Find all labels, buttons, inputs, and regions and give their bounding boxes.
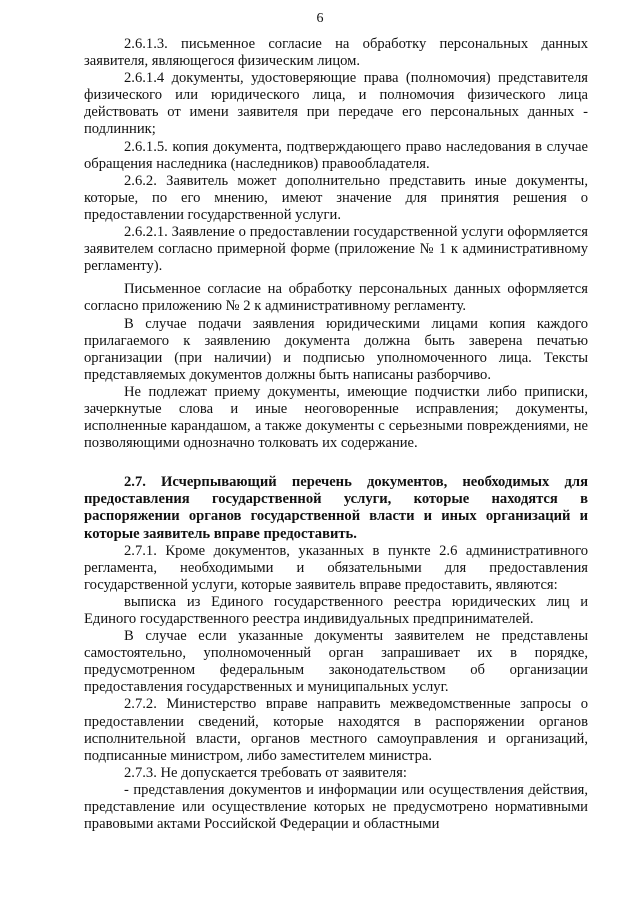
paragraph: 2.6.1.3. письменное согласие на обработку персональных данных заявителя, являющегося физическим лицом. bbox=[84, 36, 588, 70]
paragraph: 2.7.2. Министерство вправе направить межведомственные запросы о предоставлении сведений, которые находятся в распоряжении органов исполнительной власти, органов местного самоуправления и организаций, подписанные министром, либо заместителем министра. bbox=[84, 696, 588, 764]
paragraph: В случае если указанные документы заявителем не представлены самостоятельно, уполномоченный орган запрашивает их в порядке, предусмотренном федеральным законодательством об организации предоставления государственных и муниципальных услуг. bbox=[84, 628, 588, 696]
document-body bbox=[84, 36, 588, 833]
section-heading: 2.7. Исчерпывающий перечень документов, необходимых для предоставления государственной услуги, которые находятся в распоряжении органов государственной власти и иных организаций и которые заявитель вправе предоставить. bbox=[84, 474, 588, 542]
paragraph: Не подлежат приему документы, имеющие подчистки либо приписки, зачеркнутые слова и иные неоговоренные исправления; документы, исполненные карандашом, а также документы с серьезными повреждениями, не позволяющими однозначно толковать их содержание. bbox=[84, 383, 588, 452]
paragraph: 2.6.1.4 документы, удостоверяющие права (полномочия) представителя физического или юридического лица, и полномочия физического лица действовать от имени заявителя при передаче его персональных данных - подлинник; bbox=[84, 70, 588, 138]
paragraph: 2.6.2. Заявитель может дополнительно представить иные документы, которые, по его мнению, имеют значение для принятия решения о предоставлении государственной услуги. bbox=[84, 172, 588, 223]
paragraph: В случае подачи заявления юридическими лицами копия каждого прилагаемого к заявлению документа должна быть заверена печатью организации (при наличии) и подписью уполномоченного лица. Тексты представляемых документов должны быть написаны разборчиво. bbox=[84, 315, 588, 383]
paragraph: 2.6.1.5. копия документа, подтверждающего право наследования в случае обращения наследника (наследников) правообладателя. bbox=[84, 138, 588, 172]
paragraph: 2.7.3. Не допускается требовать от заявителя: bbox=[124, 764, 407, 781]
paragraph: Письменное согласие на обработку персональных данных оформляется согласно приложению № 2 к административному регламенту. bbox=[84, 281, 588, 315]
paragraph: 2.6.2.1. Заявление о предоставлении государственной услуги оформляется заявителем согласно примерной форме (приложение № 1 к административному регламенту). bbox=[84, 224, 588, 275]
page-number: 6 bbox=[316, 11, 324, 26]
list-item: - представления документов и информации или осуществления действия, представление или осуществление которых не предусмотрено нормативными правовыми актами Российской Федерации и областными bbox=[84, 781, 588, 833]
paragraph: 2.7.1. Кроме документов, указанных в пункте 2.6 административного регламента, необходимыми и обязательными для предоставления государственной услуги, которые заявитель вправе предоставить, являются: bbox=[84, 542, 588, 593]
spacer bbox=[84, 452, 588, 474]
paragraph: выписка из Единого государственного реестра юридических лиц и Единого государственного реестра индивидуальных предпринимателей. bbox=[84, 593, 588, 627]
